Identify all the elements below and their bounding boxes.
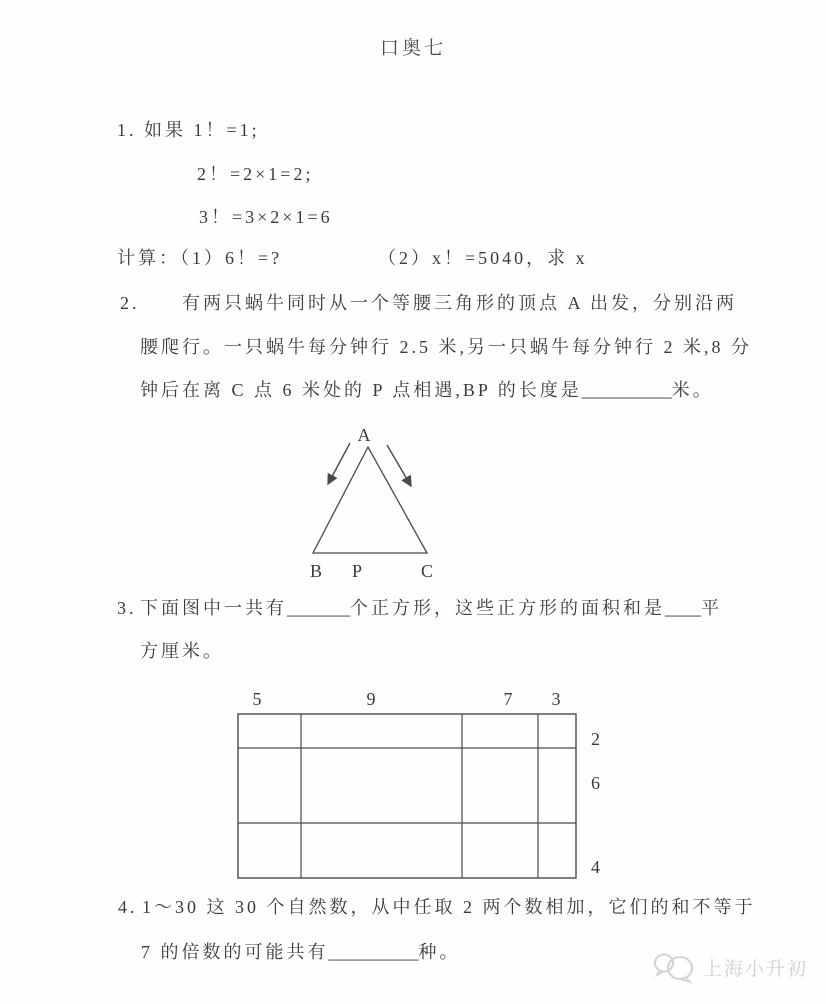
watermark bbox=[652, 948, 808, 986]
grid-top-label-7: 7 bbox=[503, 689, 513, 709]
problem-1-given-3: 3！=3×2×1=6 bbox=[199, 207, 333, 227]
problem-1-calc-left: 计算：（1）6！=? bbox=[117, 248, 283, 268]
vertex-label-b: B bbox=[309, 561, 323, 581]
squares-grid-figure bbox=[225, 680, 625, 890]
problem-3-count-blank: _______ bbox=[287, 598, 350, 618]
brand-logo-icon bbox=[652, 948, 696, 986]
problem-4-line-2 bbox=[141, 941, 461, 963]
grid-side-label-6: 6 bbox=[591, 773, 600, 793]
problem-2-line-3 bbox=[140, 379, 714, 401]
problem-3-line-1 bbox=[140, 597, 722, 619]
right-snail-arrow-icon bbox=[387, 445, 411, 486]
problem-3-number: 3. bbox=[117, 598, 137, 618]
problem-2-line-2: 腰爬行。一只蜗牛每分钟行 2.5 米,另一只蜗牛每分钟行 2 米,8 分 bbox=[140, 337, 752, 357]
problem-1-given-1: 如果 1！=1; bbox=[144, 120, 260, 140]
grid-outer-rect bbox=[238, 714, 576, 878]
grid-side-label-2: 2 bbox=[591, 729, 600, 749]
problem-3-area-blank: ____ bbox=[665, 598, 701, 618]
grid-top-label-3: 3 bbox=[551, 689, 561, 709]
problem-4-line-1: 1～30 这 30 个自然数，从中任取 2 两个数相加，它们的和不等于 bbox=[142, 897, 756, 917]
problem-3-line-1-text: 下面图中一共有 bbox=[140, 598, 287, 618]
point-label-p: P bbox=[351, 561, 363, 581]
problem-3-line-1-end: 平 bbox=[701, 598, 722, 618]
problem-1-calc-right: （2）x！=5040，求 x bbox=[378, 248, 588, 268]
problem-2-number: 2. bbox=[120, 293, 140, 313]
grid-top-label-9: 9 bbox=[366, 689, 376, 709]
problem-2-line-1: 有两只蜗牛同时从一个等腰三角形的顶点 A 出发，分别沿两 bbox=[182, 293, 738, 313]
triangle-figure bbox=[280, 422, 460, 584]
problem-2-line-3-unit: 米。 bbox=[671, 380, 714, 400]
problem-3-line-1-mid: 个正方形，这些正方形的面积和是 bbox=[350, 598, 665, 618]
grid-side-label-4: 4 bbox=[591, 857, 600, 877]
problem-1-number: 1. bbox=[117, 120, 137, 140]
problem-1-given-2: 2！=2×1=2; bbox=[197, 164, 314, 184]
watermark-text: 上海小升初 bbox=[703, 958, 809, 980]
vertex-label-c: C bbox=[420, 561, 434, 581]
problem-2-line-3-text: 钟后在离 C 点 6 米处的 P 点相遇,BP 的长度是 bbox=[140, 380, 582, 400]
problem-4-line-2-unit: 种。 bbox=[418, 942, 461, 962]
problem-4-answer-blank: __________ bbox=[328, 942, 419, 962]
grid-top-label-5: 5 bbox=[252, 689, 262, 709]
problem-4-line-2-text: 7 的倍数的可能共有 bbox=[141, 942, 329, 962]
left-snail-arrow-icon bbox=[328, 443, 350, 484]
problem-2-answer-blank: __________ bbox=[581, 380, 672, 400]
vertex-label-a: A bbox=[357, 425, 371, 445]
page-title: 口奥七 bbox=[379, 38, 446, 59]
problem-3-line-2: 方厘米。 bbox=[140, 641, 224, 661]
isosceles-triangle bbox=[313, 447, 427, 553]
problem-4-number: 4. bbox=[118, 897, 138, 917]
